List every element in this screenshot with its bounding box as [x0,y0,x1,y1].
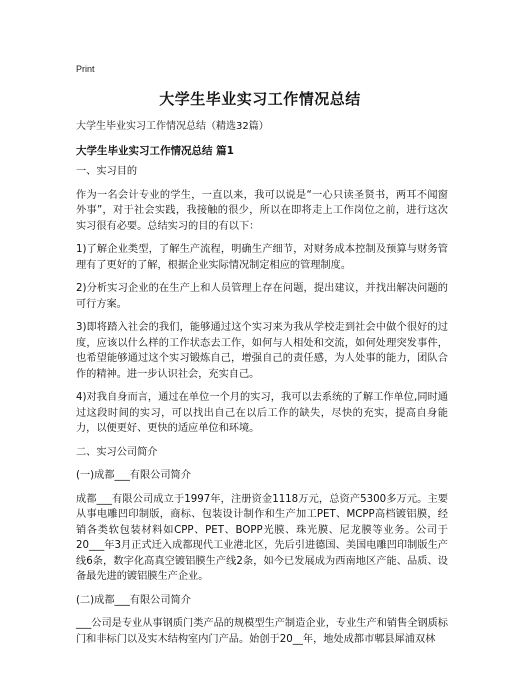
paragraph-company-1: 成都___有限公司成立于1997年，注册资金1118万元，总资产5300多万元。主要从事电雕凹印制版，商标、包装设计制作和生产加工PET、MCPP高档镀铝膜，经销各类软包装材料如CPP、PET、BOPP光膜、珠光膜、尼龙膜等业务。公司于20___年3月正式迁入成都现代工业港北区，先后引进德国、美国电雕凹印制版生产线6条，数字化高真空镀铝膜生产线2条，如今已发展成为西南地区产能、品质、设备最先进的镀铝膜生产企业。 [76,493,448,582]
subheading-company-1: (一)成都___有限公司简介 [76,470,191,481]
paragraph-point-2: 2)分析实习企业的在生产上和人员管理上存在问题，提出建议，并找出解决问题的可行方案。 [76,283,448,310]
heading-company-intro: 二、实习公司简介 [76,446,158,458]
document-body [76,164,448,655]
paragraph-point-1: 1)了解企业类型，了解生产流程，明确生产细节，对财务成本控制及预算与财务管理有了更好的了解，根据企业实际情况制定相应的管理制度。 [76,244,448,271]
print-label[interactable]: Print [76,64,95,74]
heading-objective: 一、实习目的 [76,166,138,177]
document-title: 大学生毕业实习工作情况总结 [159,90,361,108]
paragraph-company-2: ___公司是专业从事钢质门类产品的规模型生产制造企业，专业生产和销售全钢质标门和非标门以及实木结构室内门产品。始创于20__年，地处成都市郫县犀浦双林 [76,618,448,645]
section-heading: 大学生毕业实习工作情况总结 篇1 [76,145,234,157]
paragraph-point-4: 4)对我自身而言，通过在单位一个月的实习，我可以去系统的了解工作单位,同时通过这段时间的实习，可以找出自己在以后工作的缺失，尽快的充实，提高自身能力，以便更好、更快的适应单位和环境。 [76,392,448,434]
paragraph-point-3: 3)即将踏入社会的我们，能够通过这个实习来为我从学校走到社会中做个很好的过度，应该以什么样的工作状态去工作，如何与人相处和交流，如何处理突发事件，也希望能够通过这个实习锻炼自己，增强自己的责任感，为人处事的能力，团队合作的精神。进一步认识社会，充实自己。 [76,322,448,380]
subheading-company-2: (二)成都___有限公司简介 [76,594,191,606]
document-subtitle: 大学生毕业实习工作情况总结（精选32篇） [76,121,269,132]
paragraph-intro: 作为一名会计专业的学生，一直以来，我可以说是“一心只读圣贤书，两耳不闻窗外事”，对于社会实践，我接触的很少，所以在即将走上工作岗位之前，进行这次实习很有必要。总结实习的目的有以下： [76,189,448,232]
